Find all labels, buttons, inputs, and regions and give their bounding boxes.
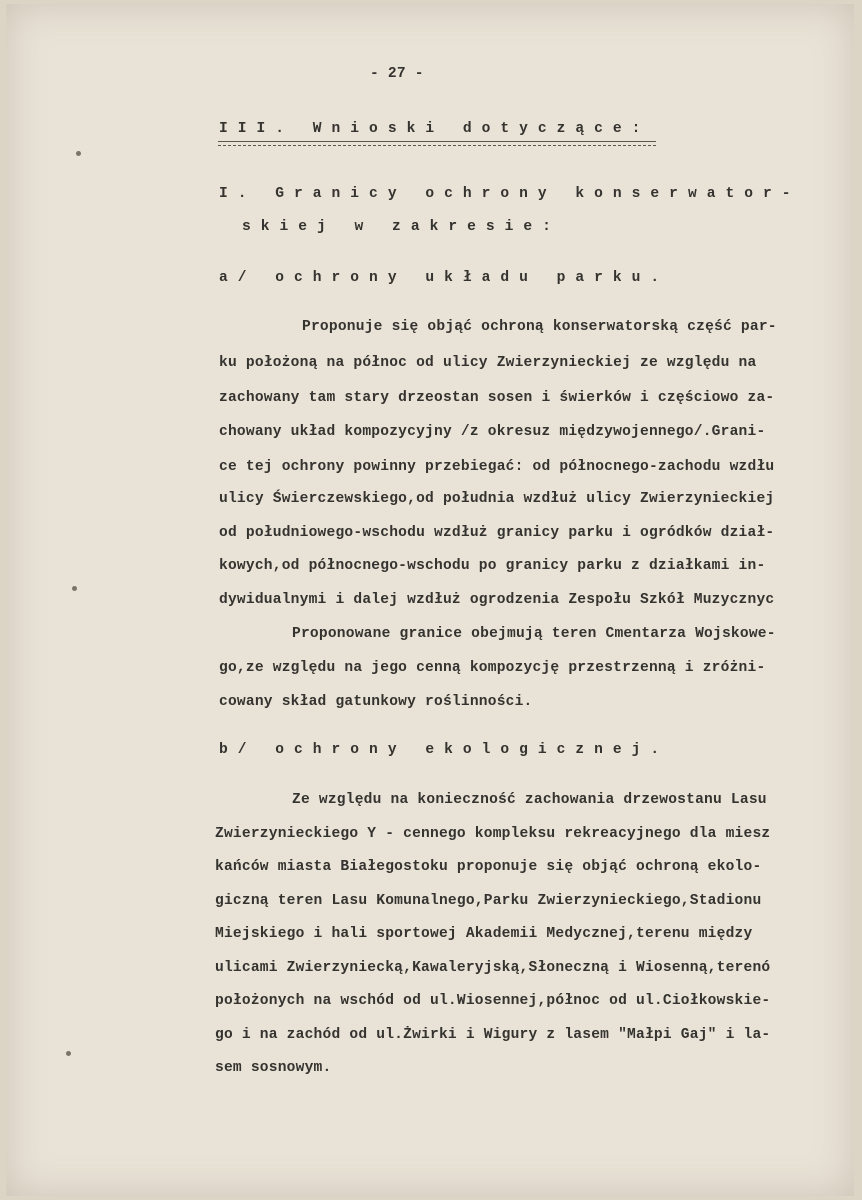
- punch-hole-middle: [72, 586, 77, 591]
- page-number: - 27 -: [370, 66, 424, 82]
- text-line: Proponuje się objąć ochroną konserwatorską część par-: [302, 319, 777, 335]
- text-line: ulicami Zwierzyniecką,Kawaleryjską,Słoneczną i Wiosenną,terenó: [215, 960, 771, 976]
- text-line: Proponowane granice obejmują teren Cmentarza Wojskowe-: [292, 626, 776, 642]
- text-line: go i na zachód od ul.Żwirki i Wigury z lasem "Małpi Gaj" i la-: [215, 1027, 771, 1043]
- text-line: kańców miasta Białegostoku proponuje się objąć ochroną ekolo-: [215, 859, 762, 875]
- document-page: [6, 4, 854, 1196]
- subsection-b-title: b/ ochrony ekologicznej.: [219, 742, 670, 758]
- text-line: ku położoną na północ od ulicy Zwierzynieckiej ze względu na: [219, 355, 757, 371]
- text-line: giczną teren Lasu Komunalnego,Parku Zwierzynieckiego,Stadionu: [215, 893, 762, 909]
- text-line: chowany układ kompozycyjny /z okresuz międzywojennego/.Grani-: [219, 424, 766, 440]
- heading-underline: [218, 141, 656, 146]
- text-line: zachowany tam stary drzeostan sosen i świerków i częściowo za-: [219, 390, 775, 406]
- section-1-title-line-2: skiej w zakresie:: [242, 219, 561, 235]
- text-line: dywidualnymi i dalej wzdłuż ogrodzenia Zespołu Szkół Muzycznyc: [219, 592, 775, 608]
- text-line: go,ze względu na jego cenną kompozycję przestrzenną i zróżni-: [219, 660, 766, 676]
- text-line: kowych,od północnego-wschodu po granicy parku z działkami in-: [219, 558, 766, 574]
- subsection-a-title: a/ ochrony układu parku.: [219, 270, 670, 286]
- heading: III. Wnioski dotyczące:: [219, 121, 651, 137]
- punch-hole-bottom: [66, 1051, 71, 1056]
- text-line: sem sosnowym.: [215, 1060, 332, 1076]
- text-line: cowany skład gatunkowy roślinności.: [219, 694, 533, 710]
- punch-hole-top: [76, 151, 81, 156]
- text-line: położonych na wschód od ul.Wiosennej,północ od ul.Ciołkowskie-: [215, 993, 771, 1009]
- text-line: Miejskiego i hali sportowej Akademii Medycznej,terenu między: [215, 926, 753, 942]
- text-line: Zwierzynieckiego Y - cennego kompleksu rekreacyjnego dla miesz: [215, 826, 771, 842]
- text-line: ulicy Świerczewskiego,od południa wzdłuż ulicy Zwierzynieckiej: [219, 491, 775, 507]
- text-line: od południowego-wschodu wzdłuż granicy parku i ogródków dział-: [219, 525, 775, 541]
- text-line: Ze względu na konieczność zachowania drzewostanu Lasu: [292, 792, 767, 808]
- section-1-title-line-1: I. Granicy ochrony konserwator-: [219, 186, 801, 202]
- text-line: ce tej ochrony powinny przebiegać: od północnego-zachodu wzdłu: [219, 459, 775, 475]
